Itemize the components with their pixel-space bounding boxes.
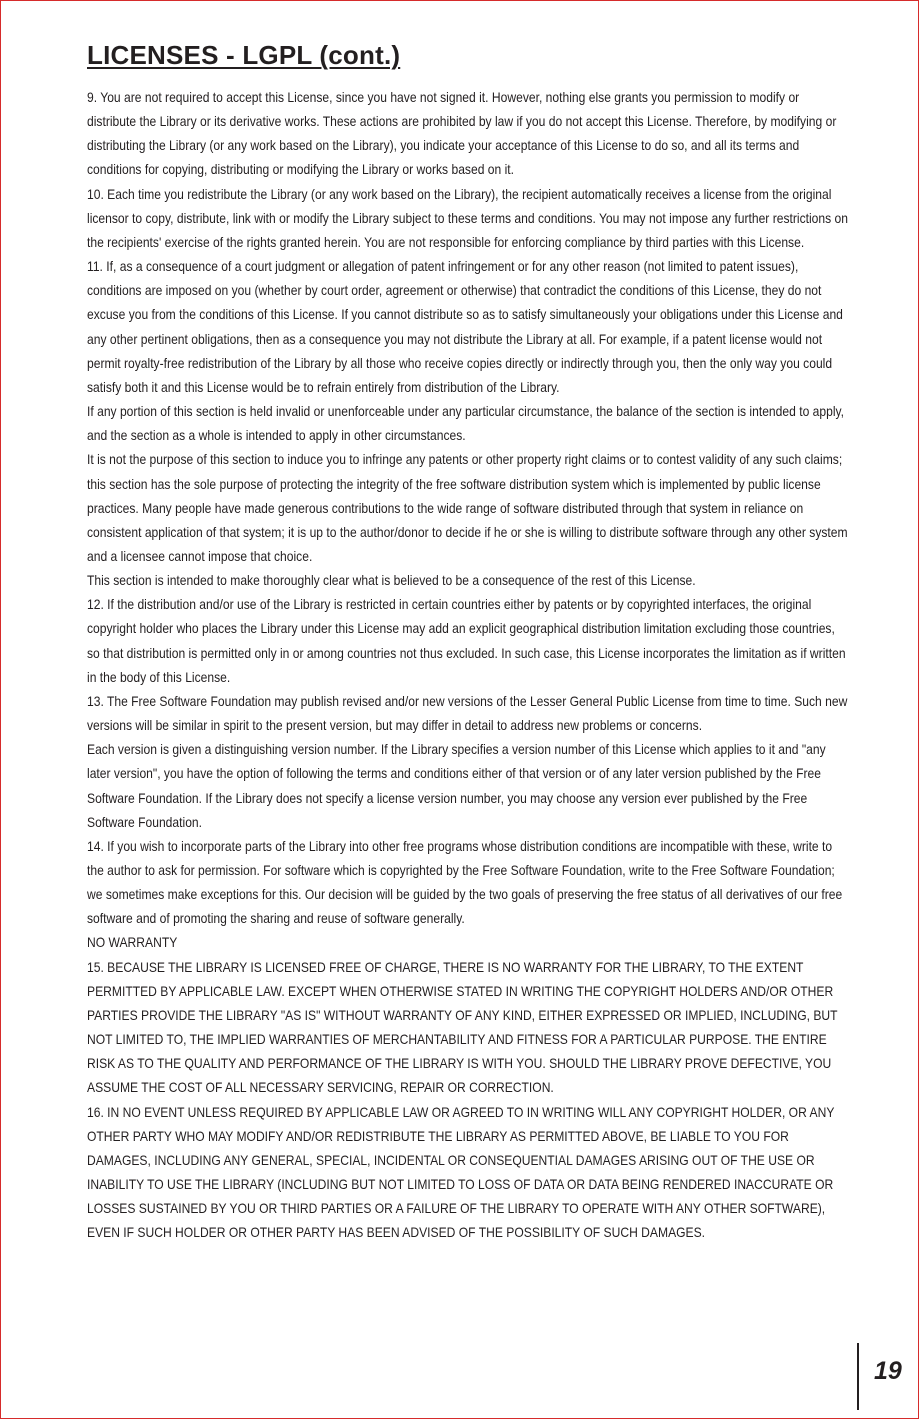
page-title: LICENSES - LGPL (cont.)	[87, 40, 401, 70]
paragraph-section-13: 13. The Free Software Foundation may publish revised and/or new versions of the Lesser General Public License from time to time. Such new versions will be similar in spirit to the present version, but may differ in detail to address new problems or concerns.	[87, 693, 848, 734]
no-warranty-heading: NO WARRANTY	[87, 935, 178, 951]
paragraph-section-14: 14. If you wish to incorporate parts of the Library into other free programs whose distribution conditions are incompatible with these, write to the author to ask for permission. For software which is copyrighted by the Free Software Foundation, write to the Free Software Foundation; we sometimes make exceptions for this. Our decision will be guided by the two goals of preserving the free status of all derivatives of our free software and of promoting the sharing and reuse of software generally.	[87, 838, 843, 927]
paragraph-section-16: 16. IN NO EVENT UNLESS REQUIRED BY APPLICABLE LAW OR AGREED TO IN WRITING WILL ANY COPYRIGHT HOLDER, OR ANY OTHER PARTY WHO MAY MODIFY AND/OR REDISTRIBUTE THE LIBRARY AS PERMITTED ABOVE, BE LIABLE TO YOU FOR DAMAGES, INCLUDING ANY GENERAL, SPECIAL, INCIDENTAL OR CONSEQUENTIAL DAMAGES ARISING OUT OF THE USE OR INABILITY TO USE THE LIBRARY (INCLUDING BUT NOT LIMITED TO LOSS OF DATA OR DATA BEING RENDERED INACCURATE OR LOSSES SUSTAINED BY YOU OR THIRD PARTIES OR A FAILURE OF THE LIBRARY TO OPERATE WITH ANY OTHER SOFTWARE), EVEN IF SUCH HOLDER OR OTHER PARTY HAS BEEN ADVISED OF THE POSSIBILITY OF SUCH DAMAGES.	[87, 1104, 835, 1241]
paragraph-section-15: 15. BECAUSE THE LIBRARY IS LICENSED FREE OF CHARGE, THERE IS NO WARRANTY FOR THE LIBRARY, TO THE EXTENT PERMITTED BY APPLICABLE LAW. EXCEPT WHEN OTHERWISE STATED IN WRITING THE COPYRIGHT HOLDERS AND/OR OTHER PARTIES PROVIDE THE LIBRARY "AS IS" WITHOUT WARRANTY OF ANY KIND, EITHER EXPRESSED OR IMPLIED, INCLUDING, BUT NOT LIMITED TO, THE IMPLIED WARRANTIES OF MERCHANTABILITY AND FITNESS FOR A PARTICULAR PURPOSE. THE ENTIRE RISK AS TO THE QUALITY AND PERFORMANCE OF THE LIBRARY IS WITH YOU. SHOULD THE LIBRARY PROVE DEFECTIVE, YOU ASSUME THE COST OF ALL NECESSARY SERVICING, REPAIR OR CORRECTION.	[87, 959, 838, 1096]
document-body	[87, 40, 851, 1246]
page-number-divider	[857, 1343, 859, 1410]
paragraph-section-9: 9. You are not required to accept this License, since you have not signed it. However, nothing else grants you permission to modify or distribute the Library or its derivative works. These actions are prohibited by law if you do not accept this License. Therefore, by modifying or distributing the Library (or any work based on the Library), you indicate your acceptance of this License to do so, and all its terms and conditions for copying, distributing or modifying the Library or works based on it.	[87, 90, 837, 178]
paragraph-section-10: 10. Each time you redistribute the Library (or any work based on the Library), the recipient automatically receives a license from the original licensor to copy, distribute, link with or modify the Library subject to these terms and conditions. You may not impose any further restrictions on the recipients' exercise of the rights granted herein. You are not responsible for enforcing compliance by third parties with this License.	[87, 186, 849, 250]
paragraph-section-11-invalid-portion: If any portion of this section is held invalid or unenforceable under any particular circumstance, the balance of the section is intended to apply, and the section as a whole is intended to apply in other circumstances.	[87, 404, 845, 444]
paragraph-section-11-purpose: It is not the purpose of this section to induce you to infringe any patents or other property right claims or to contest validity of any such claims; this section has the sole purpose of protecting the integrity of the free software distribution system which is implemented by public license practices. Many people have made generous contributions to the wide range of software distributed through that system in reliance on consistent application of that system; it is up to the author/donor to decide if he or she is willing to distribute software through any other system and a licensee cannot impose that choice.	[87, 452, 848, 564]
page-number: 19	[874, 1357, 902, 1385]
paragraph-section-11: 11. If, as a consequence of a court judgment or allegation of patent infringement or for any other reason (not limited to patent issues), conditions are imposed on you (whether by court order, agreement or otherwise) that contradict the conditions of this License, they do not excuse you from the conditions of this License. If you cannot distribute so as to satisfy simultaneously your obligations under this License and any other pertinent obligations, then as a consequence you may not distribute the Library at all. For example, if a patent license would not permit royalty-free redistribution of the Library by all those who receive copies directly or indirectly through you, then the only way you could satisfy both it and this License would be to refrain entirely from distribution of the Library.	[87, 259, 843, 395]
paragraph-section-11-clarification: This section is intended to make thoroughly clear what is believed to be a consequence of the rest of this License.	[87, 573, 696, 589]
paragraph-section-13-version-number: Each version is given a distinguishing version number. If the Library specifies a version number of this License which applies to it and "any later version", you have the option of following the terms and conditions either of that version or of any later version published by the Free Software Foundation. If the Library does not specify a license version number, you may choose any version ever published by the Free Software Foundation.	[87, 742, 826, 830]
paragraph-section-12: 12. If the distribution and/or use of the Library is restricted in certain countries either by patents or by copyrighted interfaces, the original copyright holder who places the Library under this License may add an explicit geographical distribution limitation excluding those countries, so that distribution is permitted only in or among countries not thus excluded. In such case, this License incorporates the limitation as if written in the body of this License.	[87, 597, 846, 685]
